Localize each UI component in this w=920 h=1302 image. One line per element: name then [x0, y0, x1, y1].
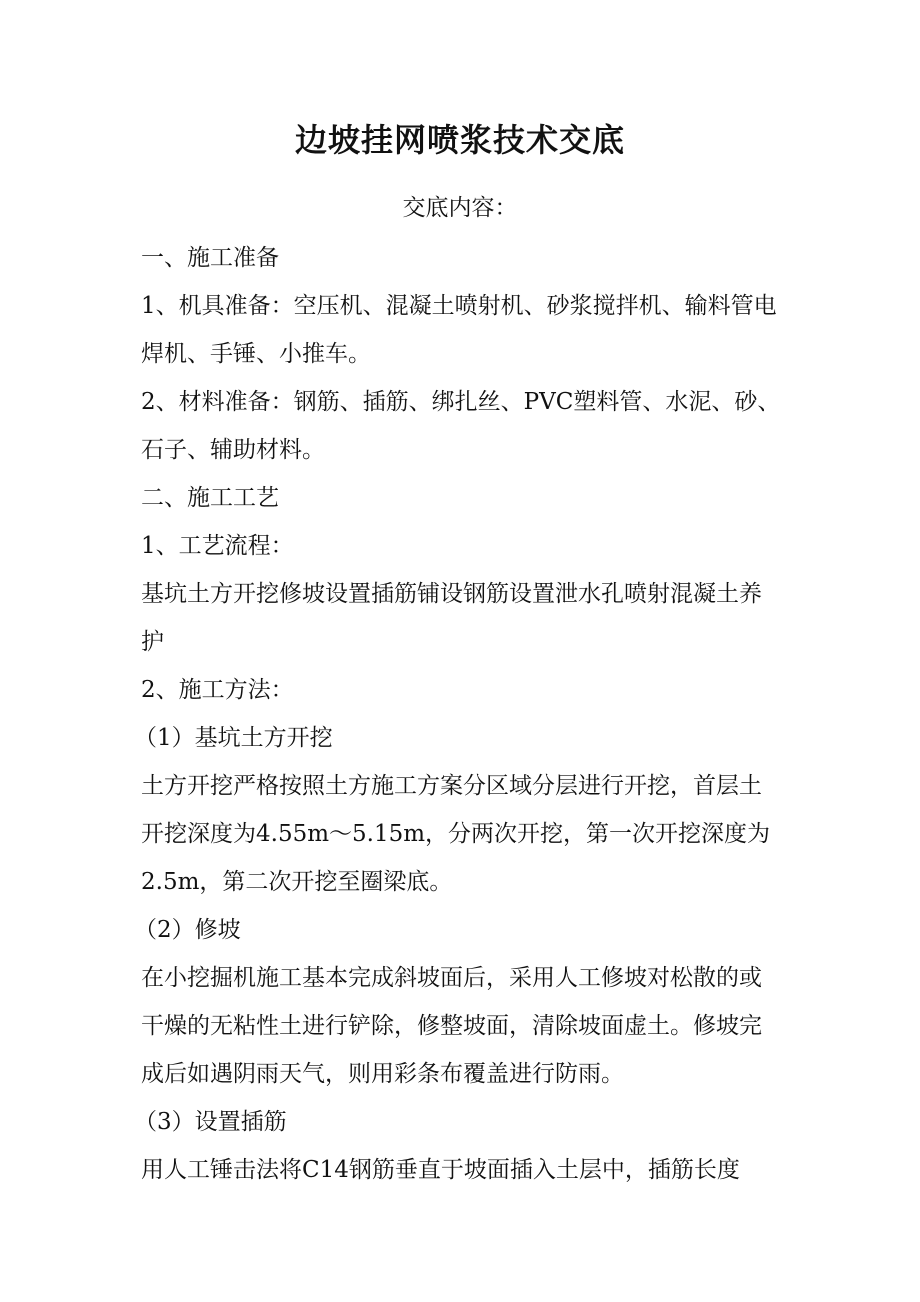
subheading-dowels: （3）设置插筋: [134, 1109, 287, 1135]
document-subtitle: 交底内容：: [402, 195, 518, 221]
section-heading-preparation: 一、施工准备: [141, 245, 279, 271]
paragraph-dowels: 用人工锤击法将C14钢筋垂直于坡面插入土层中，插筋长度: [141, 1157, 740, 1183]
paragraph-slope-trim: 在小挖掘机施工基本完成斜坡面后，采用人工修坡对松散的或干燥的无粘性土进行铲除，修整坡面，清除坡面虚土。修坡完成后如遇阴雨天气，则用彩条布覆盖进行防雨。: [141, 965, 762, 1087]
paragraph-materials: 2、材料准备：钢筋、插筋、绑扎丝、PVC塑料管、水泥、砂、石子、辅助材料。: [141, 389, 781, 463]
subheading-excavation: （1）基坑土方开挖: [134, 725, 333, 751]
paragraph-flow-heading: 1、工艺流程：: [141, 533, 294, 559]
document-title: 边坡挂网喷浆技术交底: [294, 121, 625, 159]
paragraph-excavation: 土方开挖严格按照土方施工方案分区域分层进行开挖，首层土开挖深度为4.55m～5.15m，分两次开挖，第一次开挖深度为2.5m，第二次开挖至圈梁底。: [141, 773, 771, 895]
subheading-slope-trim: （2）修坡: [134, 917, 241, 943]
paragraph-equipment: 1、机具准备：空压机、混凝土喷射机、砂浆搅拌机、输料管电焊机、手锤、小推车。: [141, 293, 777, 367]
document-body: [134, 234, 783, 1194]
section-heading-process: 二、施工工艺: [141, 485, 279, 511]
paragraph-flow: 基坑土方开挖修坡设置插筋铺设钢筋设置泄水孔喷射混凝土养护: [141, 581, 762, 655]
paragraph-method-heading: 2、施工方法：: [141, 677, 294, 703]
